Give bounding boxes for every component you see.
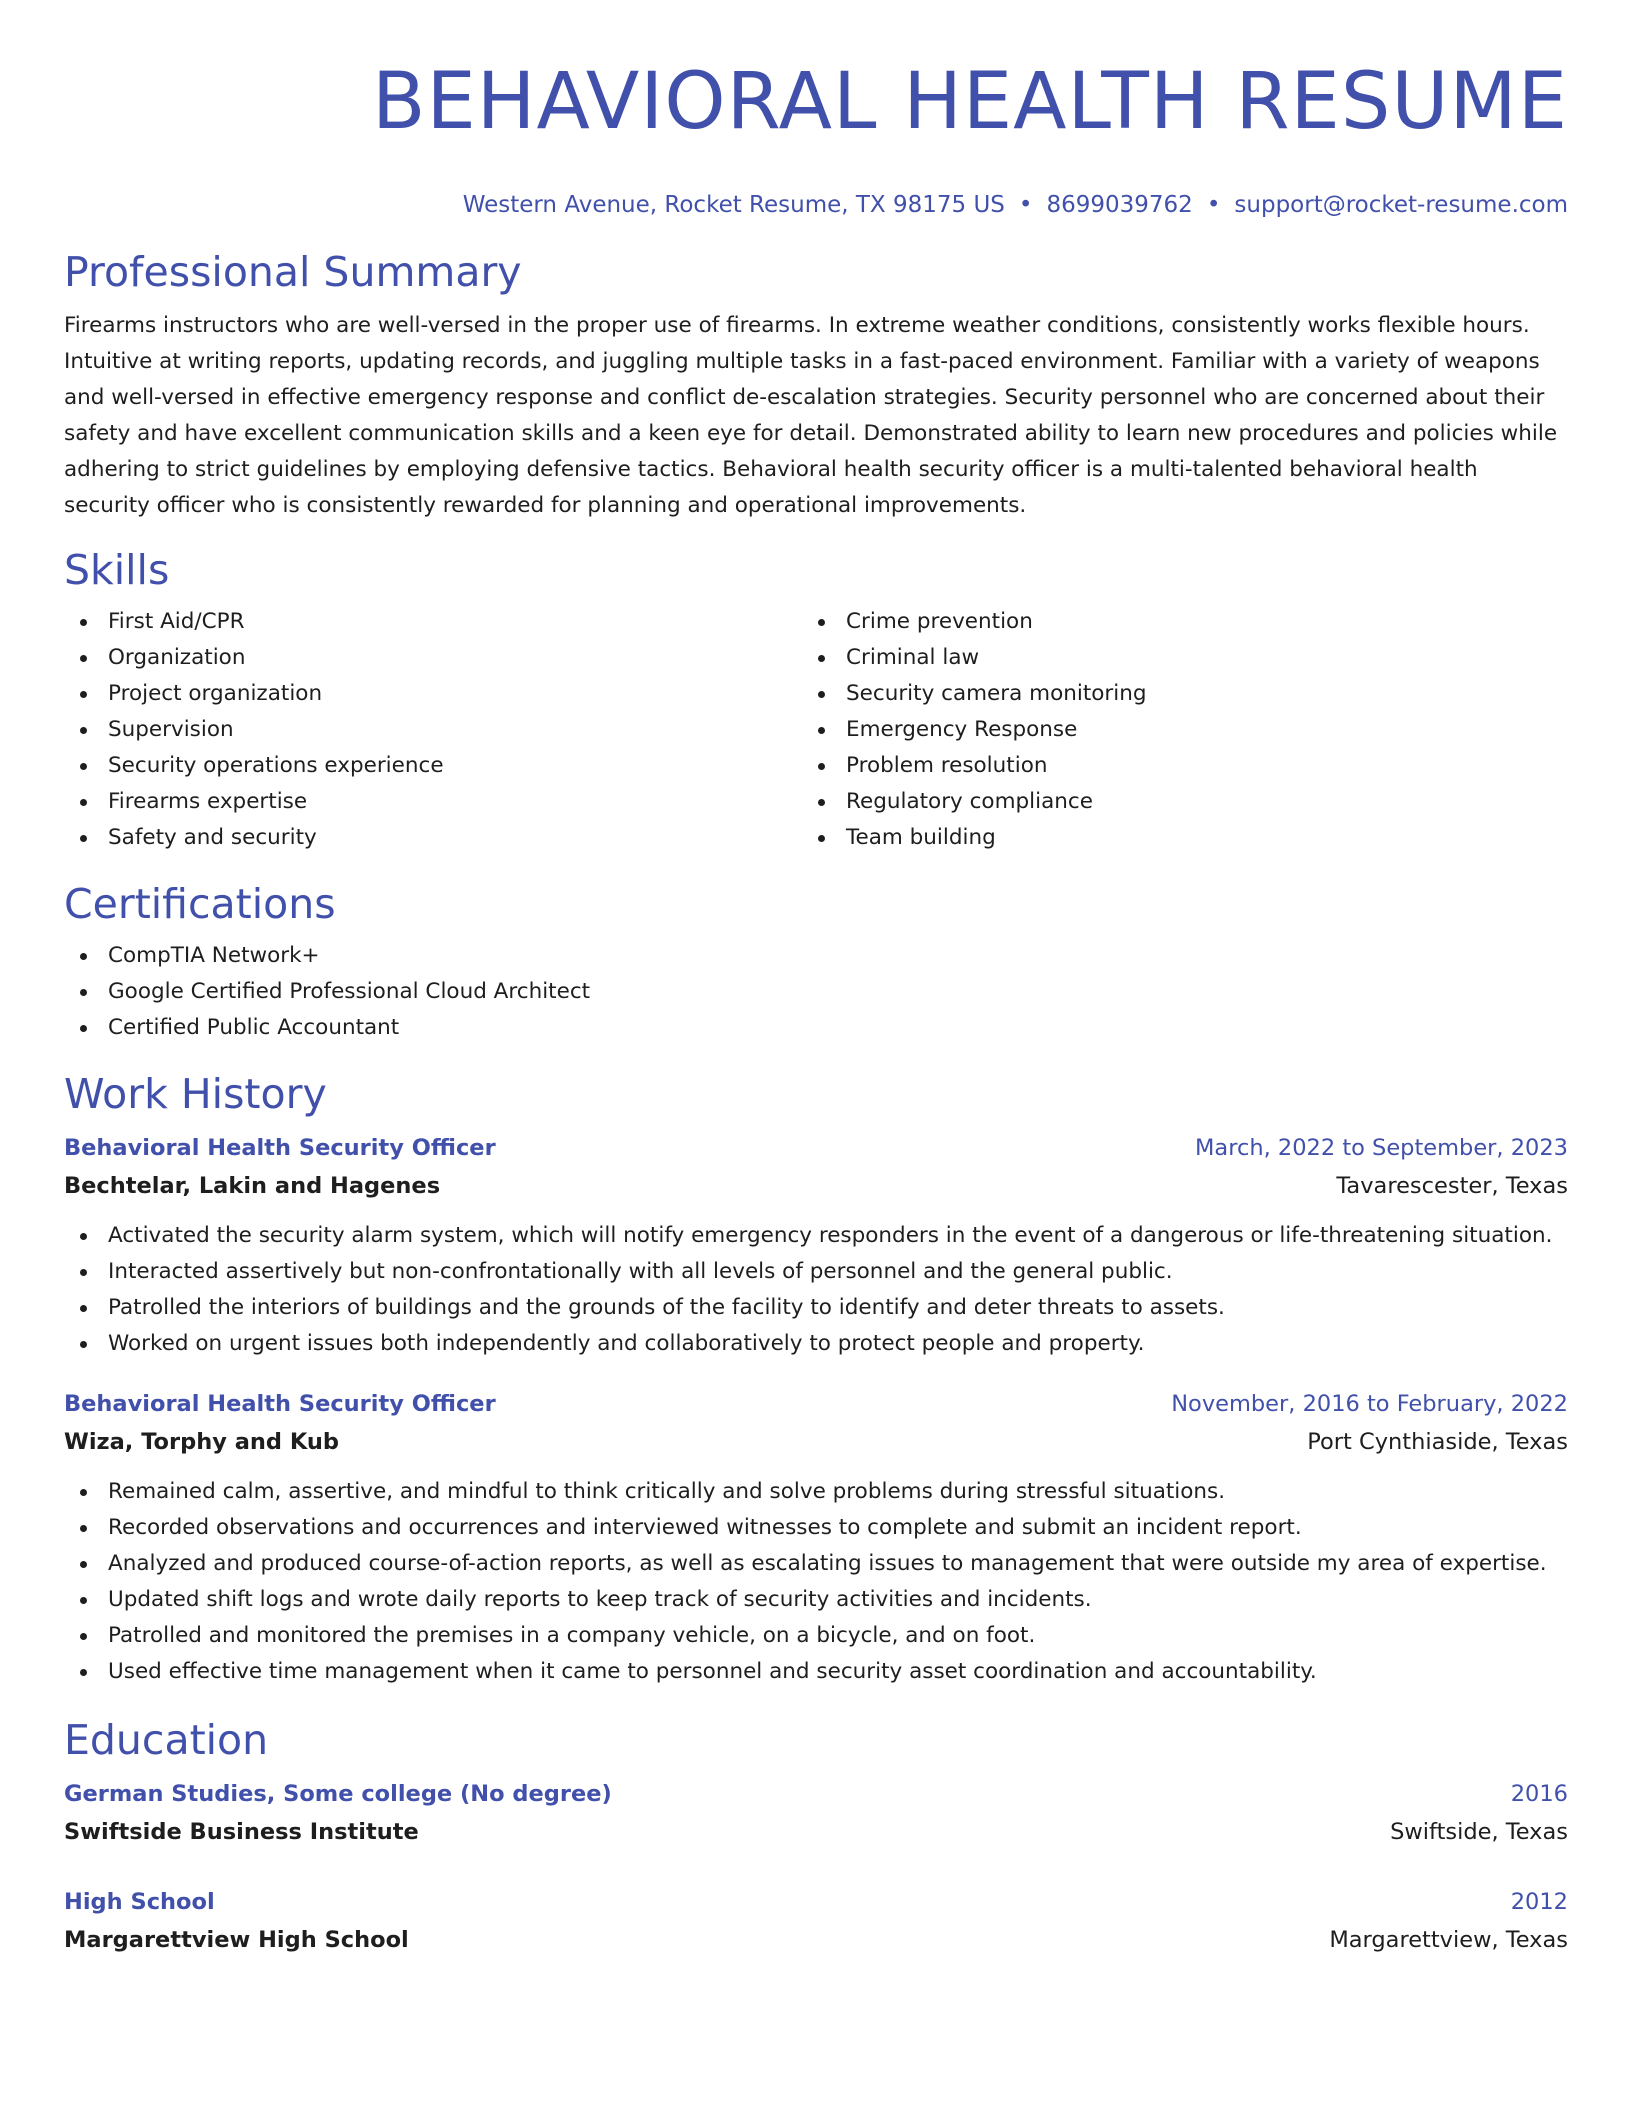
education-entry — [64, 1884, 1568, 1960]
graduation-year: 2012 — [1510, 1889, 1568, 1915]
email[interactable]: support@rocket-resume.com — [1234, 192, 1568, 218]
job-duty: Activated the security alarm system, which will notify emergency responders in the event of a dangerous or life-threatening situation. — [64, 1218, 1568, 1254]
education-school-row — [64, 1920, 1568, 1960]
work-history-heading: Work History — [64, 1070, 327, 1118]
job-duty: Interacted assertively but non-confrontationally with all levels of personnel and the general public. — [64, 1254, 1568, 1290]
skill-item: Crime prevention — [802, 604, 1540, 640]
job-duty: Remained calm, assertive, and mindful to think critically and solve problems during stressful situations. — [64, 1474, 1568, 1510]
job-company-row — [64, 1166, 1568, 1206]
job-duty: Analyzed and produced course-of-action reports, as well as escalating issues to management that were outside my area of expertise. — [64, 1546, 1568, 1582]
contact-line — [64, 190, 1568, 220]
skills-column-right — [802, 604, 1540, 856]
company-name: Wiza, Torphy and Kub — [64, 1429, 340, 1455]
job-location: Tavarescester, Texas — [1336, 1173, 1568, 1199]
job-header — [64, 1386, 1568, 1422]
skill-item: Firearms expertise — [64, 784, 802, 820]
skill-item: Regulatory compliance — [802, 784, 1540, 820]
address: Western Avenue, Rocket Resume, TX 98175 US — [462, 192, 1005, 218]
skills-column-left — [64, 604, 802, 856]
education-header — [64, 1776, 1568, 1812]
certification-item: CompTIA Network+ — [64, 938, 1568, 974]
job-dates: November, 2016 to February, 2022 — [1171, 1391, 1568, 1417]
job-duty: Updated shift logs and wrote daily reports to keep track of security activities and incidents. — [64, 1582, 1568, 1618]
job-entry — [64, 1130, 1568, 1362]
school-location: Margarettview, Texas — [1329, 1927, 1568, 1953]
skills-heading: Skills — [64, 546, 170, 594]
skill-item: Security operations experience — [64, 748, 802, 784]
job-duty: Patrolled the interiors of buildings and the grounds of the facility to identify and deter threats to assets. — [64, 1290, 1568, 1326]
education-school-row — [64, 1812, 1568, 1852]
education-header — [64, 1884, 1568, 1920]
skill-item: Organization — [64, 640, 802, 676]
degree: High School — [64, 1889, 215, 1915]
education-heading: Education — [64, 1716, 269, 1764]
job-title: Behavioral Health Security Officer — [64, 1135, 496, 1161]
summary-text: Firearms instructors who are well-versed in the proper use of firearms. In extreme weather conditions, consistently works flexible hours. Intuitive at writing reports, updating records, and juggling multiple tasks in a fast-paced environment. Familiar with a variety of weapons and well-versed in effective emergency response and conflict de-escalation strategies. Security personnel who are concerned about their safety and have excellent communication skills and a keen eye for detail. Demonstrated ability to learn new procedures and policies while adhering to strict guidelines by employing defensive tactics. Behavioral health security officer is a multi-talented behavioral health security officer who is consistently rewarded for planning and operational improvements. — [64, 313, 1558, 518]
certification-item: Certified Public Accountant — [64, 1010, 1568, 1046]
job-location: Port Cynthiaside, Texas — [1307, 1429, 1568, 1455]
skill-item: Supervision — [64, 712, 802, 748]
job-header — [64, 1130, 1568, 1166]
company-name: Bechtelar, Lakin and Hagenes — [64, 1173, 441, 1199]
certification-item: Google Certified Professional Cloud Architect — [64, 974, 1568, 1010]
resume-title: BEHAVIORAL HEALTH RESUME — [372, 57, 1568, 147]
job-company-row — [64, 1422, 1568, 1462]
degree: German Studies, Some college (No degree) — [64, 1781, 612, 1807]
job-entry — [64, 1386, 1568, 1690]
skill-item: Emergency Response — [802, 712, 1540, 748]
skill-item: Project organization — [64, 676, 802, 712]
skills-list — [64, 604, 1568, 856]
separator: • — [1018, 192, 1033, 218]
certifications-list — [64, 938, 1568, 1046]
skill-item: Team building — [802, 820, 1540, 856]
school-name: Margarettview High School — [64, 1927, 409, 1953]
phone: 8699039762 — [1046, 192, 1193, 218]
summary-heading: Professional Summary — [64, 248, 522, 296]
job-title: Behavioral Health Security Officer — [64, 1391, 496, 1417]
job-duty: Patrolled and monitored the premises in a company vehicle, on a bicycle, and on foot. — [64, 1618, 1568, 1654]
skill-item: Criminal law — [802, 640, 1540, 676]
job-duties — [64, 1474, 1568, 1690]
school-location: Swiftside, Texas — [1390, 1819, 1568, 1845]
job-duty: Recorded observations and occurrences and interviewed witnesses to complete and submit an incident report. — [64, 1510, 1568, 1546]
skill-item: Safety and security — [64, 820, 802, 856]
school-name: Swiftside Business Institute — [64, 1819, 419, 1845]
separator: • — [1206, 192, 1221, 218]
job-duties — [64, 1218, 1568, 1362]
skill-item: Problem resolution — [802, 748, 1540, 784]
education-entry — [64, 1776, 1568, 1852]
job-dates: March, 2022 to September, 2023 — [1195, 1135, 1568, 1161]
skill-item: Security camera monitoring — [802, 676, 1540, 712]
job-duty: Used effective time management when it came to personnel and security asset coordination and accountability. — [64, 1654, 1568, 1690]
job-duty: Worked on urgent issues both independently and collaboratively to protect people and property. — [64, 1326, 1568, 1362]
graduation-year: 2016 — [1510, 1781, 1568, 1807]
skill-item: First Aid/CPR — [64, 604, 802, 640]
certifications-heading: Certifications — [64, 880, 336, 928]
